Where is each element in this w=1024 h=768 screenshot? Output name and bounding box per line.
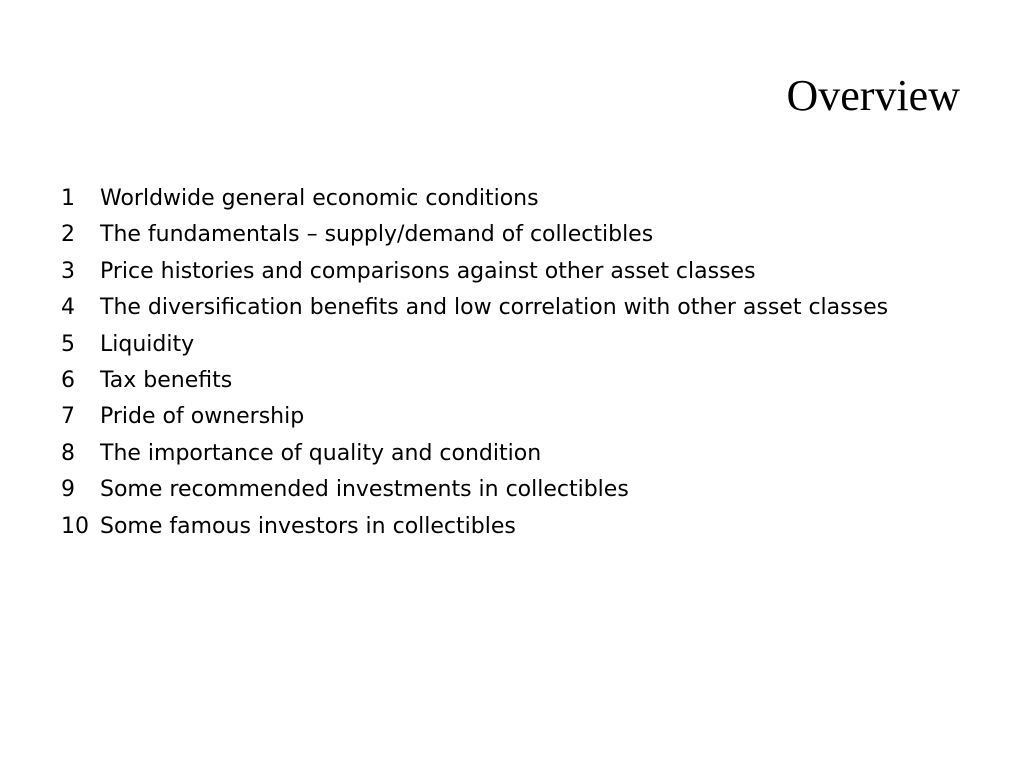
item-number: 4 (61, 295, 75, 321)
item-number: 6 (61, 367, 75, 393)
agenda-item (61, 330, 901, 360)
item-number: 3 (61, 258, 75, 284)
item-number: 10 (61, 513, 89, 539)
item-text: Some famous investors in collectibles (100, 513, 516, 539)
item-text: Some recommended investments in collectibles (100, 477, 629, 503)
item-number: 5 (61, 331, 75, 357)
agenda-item (61, 257, 901, 287)
item-number: 2 (61, 222, 75, 248)
agenda-item (61, 293, 901, 323)
item-text: Price histories and comparisons against other asset classes (100, 258, 756, 284)
agenda-item (61, 402, 901, 432)
agenda-item (61, 366, 901, 396)
item-number: 7 (61, 404, 75, 430)
item-text: Liquidity (100, 331, 195, 357)
agenda-item (61, 512, 901, 542)
item-text: The importance of quality and condition (100, 440, 542, 466)
item-text: The diversification benefits and low correlation with other asset classes (100, 295, 889, 321)
agenda-list (61, 184, 901, 548)
agenda-item (61, 439, 901, 469)
item-text: The fundamentals – supply/demand of collectibles (100, 222, 654, 248)
item-number: 9 (61, 477, 75, 503)
item-text: Tax benefits (100, 367, 233, 393)
item-number: 8 (61, 440, 75, 466)
agenda-item (61, 184, 901, 214)
agenda-item (61, 220, 901, 250)
item-number: 1 (61, 186, 75, 211)
item-text: Pride of ownership (100, 404, 305, 430)
item-text: Worldwide general economic conditions (100, 186, 539, 211)
slide-title: Overview (786, 71, 960, 120)
agenda-item (61, 475, 901, 505)
